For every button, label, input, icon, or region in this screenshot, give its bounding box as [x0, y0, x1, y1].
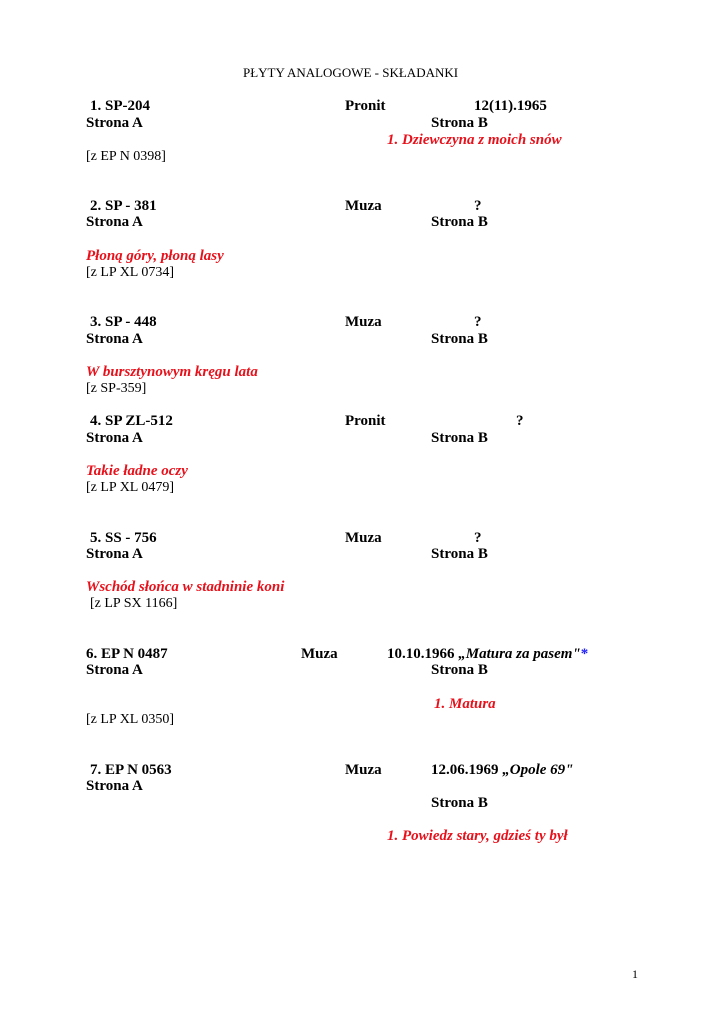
album-title: „Matura za pasem" — [458, 646, 581, 662]
record-number: 1. SP-204 — [90, 98, 150, 114]
record-label: Muza — [345, 198, 382, 214]
record-number: 7. EP N 0563 — [90, 762, 172, 778]
record-date-album — [387, 647, 588, 662]
record-label: Muza — [301, 646, 338, 662]
song-title: 1. Dziewczyna z moich snów — [387, 132, 562, 148]
record-number: 4. SP ZL-512 — [90, 413, 173, 429]
source-note: [z EP N 0398] — [86, 149, 166, 164]
source-note: [z LP SX 1166] — [90, 596, 178, 611]
side-b-label: Strona B — [431, 546, 488, 562]
record-date: 12(11).1965 — [474, 98, 547, 114]
source-note: [z LP XL 0479] — [86, 480, 174, 495]
side-a-label: Strona A — [86, 546, 143, 562]
page-title: PŁYTY ANALOGOWE - SKŁADANKI — [243, 65, 459, 80]
side-a-label: Strona A — [86, 430, 143, 446]
record-date: ? — [474, 314, 482, 330]
record-number: 6. EP N 0487 — [86, 646, 168, 662]
record-date: ? — [516, 413, 524, 429]
side-b-label: Strona B — [431, 662, 488, 678]
record-label: Muza — [345, 314, 382, 330]
side-a-label: Strona A — [86, 331, 143, 347]
side-a-label: Strona A — [86, 778, 143, 794]
side-a-label: Strona A — [86, 214, 143, 230]
side-a-label: Strona A — [86, 115, 143, 131]
record-number: 5. SS - 756 — [90, 530, 157, 546]
record-date: ? — [474, 198, 482, 214]
record-label: Pronit — [345, 98, 386, 114]
record-date-album — [431, 763, 574, 778]
source-note: [z LP XL 0734] — [86, 265, 174, 280]
record-date: 10.10.1966 — [387, 646, 455, 662]
footnote-star: * — [580, 646, 589, 662]
record-label: Pronit — [345, 413, 386, 429]
song-title: Płoną góry, płoną lasy — [86, 248, 224, 264]
side-b-label: Strona B — [431, 331, 488, 347]
song-title: 1. Matura — [434, 696, 496, 712]
song-title: Takie ładne oczy — [86, 463, 188, 479]
side-b-label: Strona B — [431, 795, 488, 811]
song-title: W bursztynowym kręgu lata — [86, 364, 258, 380]
source-note: [z LP XL 0350] — [86, 712, 174, 727]
song-title: 1. Powiedz stary, gdzieś ty był — [387, 828, 568, 844]
source-note: [z SP-359] — [86, 381, 147, 396]
album-title: „Opole 69" — [502, 762, 574, 778]
record-date: 12.06.1969 — [431, 762, 499, 778]
side-b-label: Strona B — [431, 115, 488, 131]
record-date: ? — [474, 530, 482, 546]
page-number: 1 — [632, 967, 638, 981]
record-number: 2. SP - 381 — [90, 198, 157, 214]
song-title: Wschód słońca w stadninie koni — [86, 579, 285, 595]
record-label: Muza — [345, 530, 382, 546]
side-a-label: Strona A — [86, 662, 143, 678]
record-label: Muza — [345, 762, 382, 778]
record-number: 3. SP - 448 — [90, 314, 157, 330]
side-b-label: Strona B — [431, 214, 488, 230]
side-b-label: Strona B — [431, 430, 488, 446]
